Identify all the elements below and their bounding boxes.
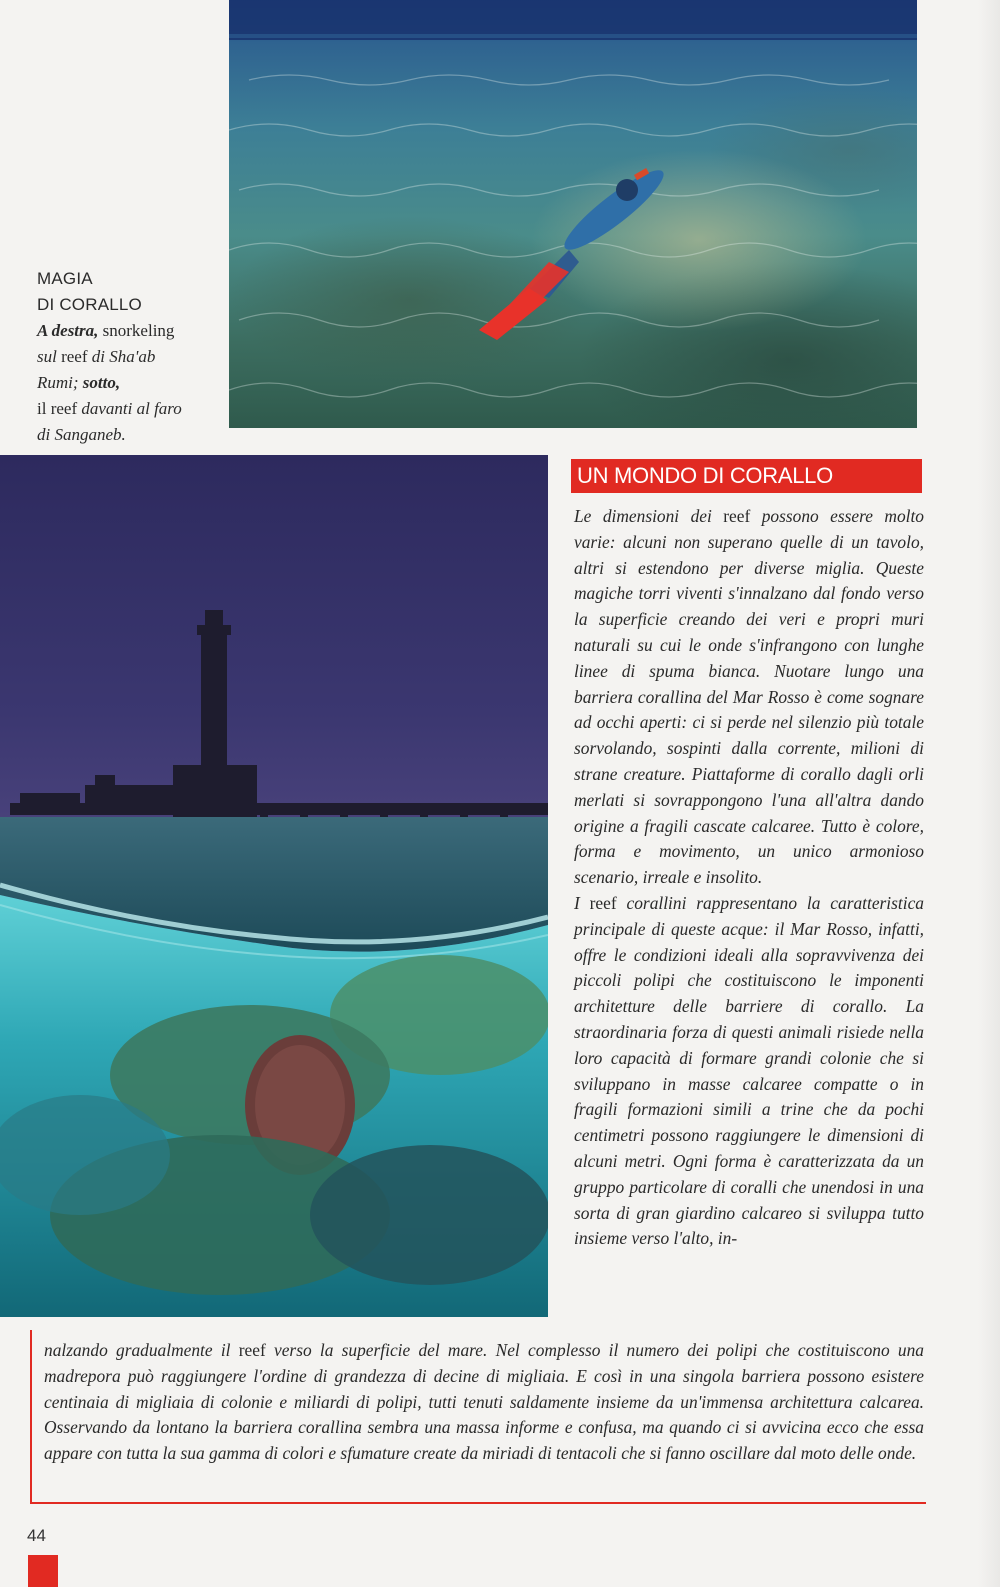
article-column: [574, 504, 924, 1252]
red-rule-horizontal: [30, 1502, 926, 1504]
article-paragraph: Le dimensioni dei reef possono essere molto varie: alcuni non superano quelle di un tavolo, altri si estendono per diverse miglia. Queste magiche torri viventi s'innalzano dal fondo verso la superficie creando dei veri e propri muri naturali su cui le onde s'infrangono con lunghe linee di spuma bianca. Nuotare lungo una barriera corallina del Mar Rosso è come sognare ad occhi aperti: ci si perde nel silenzio più totale sorvolando, sospinti dalla corrente, milioni di strane creature. Piattaforme di corallo dagli orli merlati si sovrappongono l'una all'altra dando origine a fragili cascate calcaree. Tutto è colore, forma e movimento, un unico armonioso scenario, irreale e insolito.: [574, 506, 924, 888]
snorkeler-illustration: [229, 0, 917, 428]
page-number: 44: [27, 1526, 46, 1545]
caption-line: Rumi; sotto,: [37, 373, 121, 392]
snorkeler-figure: [479, 161, 671, 340]
lighthouse-silhouette: [10, 610, 548, 821]
section-heading: UN MONDO DI CORALLO: [571, 459, 922, 493]
article-continuation: nalzando gradualmente il reef verso la superficie del mare. Nel complesso il numero dei polipi che costituiscono una madrepora può raggiungere l'ordine di grandezza di decine di migliaia. E così in una singola barriera possono esistere centinaia di migliaia di colonie e miliardi di polipi, tutti tenuti saldamente insieme da un'immensa architettura calcarea. Osservando da lontano la barriera corallina sembra una massa informe e confusa, ma quando ci si avvicina ecco che essa appare con tutta la sua gamma di colori e sfumature create da miriadi di tentacoli che si fanno oscillare dal moto delle onde.: [44, 1340, 925, 1464]
red-folio-bar: [28, 1555, 58, 1587]
caption-line: il reef davanti al faro: [37, 399, 182, 418]
page-edge-shadow: [978, 0, 1000, 1587]
photo-snorkeler-reef: [229, 0, 917, 428]
photo-lighthouse-reef: [0, 455, 548, 1317]
caption-title-line1: MAGIA: [37, 269, 93, 288]
caption-line: sul reef di Sha'ab: [37, 347, 156, 366]
caption-line: A destra, snorkeling: [37, 321, 175, 340]
photo-caption: [37, 266, 217, 448]
red-rule-vertical: [30, 1330, 32, 1502]
lighthouse-illustration: [0, 455, 548, 1317]
caption-line: di Sanganeb.: [37, 425, 126, 444]
caption-title-line2: DI CORALLO: [37, 295, 142, 314]
article-paragraph: I reef corallini rappresentano la caratteristica principale di queste acque: il Mar Rosso, infatti, offre le condizioni ideali alla sopravvivenza dei piccoli polipi che costituiscono le imponenti architetture delle barriere di corallo. La straordinaria forza di questi animali risiede nella loro capacità di formare grandi colonie che si sviluppano in masse calcaree compatte o in fragili formazioni simili a trine che da pochi centimetri possono raggiungere le dimensioni di alcuni metri. Ogni forma è caratterizzata da un gruppo particolare di coralli che unendosi in una sorta di gran giardino calcareo si sviluppa tutto insieme verso l'alto, in-: [574, 892, 924, 1249]
